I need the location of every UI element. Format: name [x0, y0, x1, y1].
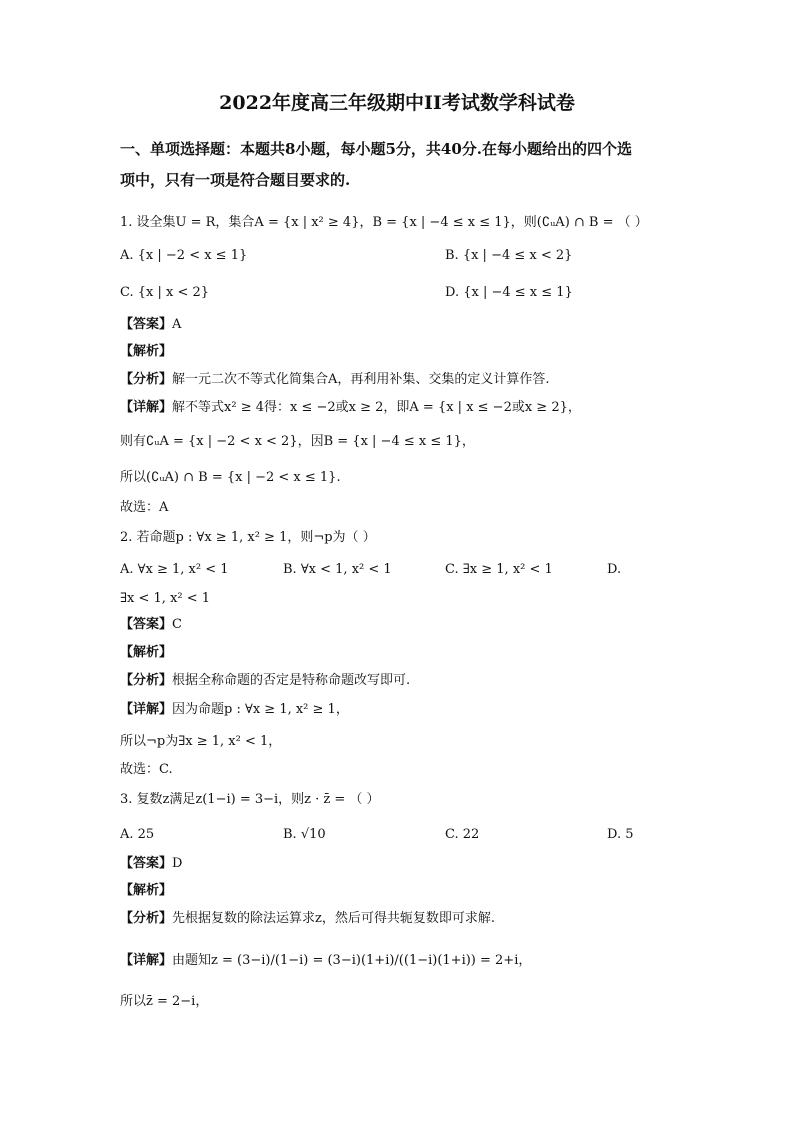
- q1-option-c: C. {x | x < 2}: [120, 285, 210, 300]
- detail-label: 【详解】: [120, 702, 173, 717]
- page-title: 2022年度高三年级期中II考试数学科试卷: [219, 92, 575, 114]
- detail-label: 【详解】: [120, 953, 173, 968]
- q1-jiexi-label: 【解析】: [120, 344, 173, 359]
- analysis-text: 先根据复数的除法运算求z，然后可得共轭复数即可求解.: [172, 911, 495, 926]
- section-heading-line2: 项中，只有一项是符合题目要求的.: [120, 171, 351, 189]
- q2-option-a: A. ∀x ≥ 1, x² < 1: [120, 562, 229, 577]
- q2-option-b: B. ∀x < 1, x² < 1: [283, 562, 392, 577]
- q3-jiexi-label: 【解析】: [120, 883, 173, 898]
- section-heading-line1: 一、单项选择题：本题共8小题，每小题5分，共40分.在每小题给出的四个选: [120, 140, 632, 158]
- q2-option-d-text: ∃x < 1, x² < 1: [120, 591, 211, 606]
- answer-label: 【答案】: [120, 617, 173, 632]
- answer-label: 【答案】: [120, 856, 173, 871]
- q3-analysis: [120, 910, 495, 928]
- analysis-label: 【分析】: [120, 673, 173, 688]
- q1-detail-3: 所以(∁ᵤA) ∩ B = {x | −2 < x ≤ 1}.: [120, 470, 341, 485]
- detail-label: 【详解】: [120, 400, 173, 415]
- q3-option-a: A. 25: [120, 827, 155, 842]
- q1-option-a: A. {x | −2 < x ≤ 1}: [120, 248, 248, 263]
- q1-option-d: D. {x | −4 ≤ x ≤ 1}: [445, 285, 573, 300]
- q2-answer: [120, 616, 182, 634]
- answer-value: A: [172, 317, 182, 332]
- detail-text: 解不等式x² ≥ 4得：x ≤ −2或x ≥ 2，即A = {x | x ≤ −2或x ≥ 2}，: [172, 400, 581, 415]
- q3-option-c: C. 22: [445, 827, 480, 842]
- q2-stem: 2. 若命题p : ∀x ≥ 1, x² ≥ 1，则¬p为（ ）: [120, 530, 376, 545]
- q1-answer: [120, 316, 181, 334]
- q1-stem: 1. 设全集U = R，集合A = {x | x² ≥ 4}，B = {x | −4 ≤ x ≤ 1}，则(∁ᵤA) ∩ B = （ ）: [120, 215, 648, 230]
- q3-option-b: B. √10: [283, 827, 326, 842]
- q2-jiexi-label: 【解析】: [120, 645, 173, 660]
- q2-choose: 故选：C.: [120, 762, 173, 777]
- q3-stem: 3. 复数z满足z(1−i) = 3−i，则z · z̄ = （ ）: [120, 792, 380, 807]
- answer-value: C: [172, 617, 182, 632]
- q2-option-c: C. ∃x ≥ 1, x² < 1: [445, 562, 553, 577]
- q1-choose: 故选：A: [120, 500, 169, 515]
- analysis-label: 【分析】: [120, 911, 173, 926]
- q2-analysis: [120, 672, 410, 690]
- analysis-text: 根据全称命题的否定是特称命题改写即可.: [172, 673, 411, 688]
- answer-label: 【答案】: [120, 317, 173, 332]
- q3-option-d: D. 5: [607, 827, 634, 842]
- analysis-text: 解一元二次不等式化简集合A，再利用补集、交集的定义计算作答.: [172, 372, 550, 387]
- q1-option-b: B. {x | −4 ≤ x < 2}: [445, 248, 573, 263]
- q1-detail-2: 则有∁ᵤA = {x | −2 < x < 2}，因B = {x | −4 ≤ x ≤ 1}，: [120, 434, 475, 449]
- analysis-label: 【分析】: [120, 372, 173, 387]
- q2-detail-1: [120, 701, 349, 719]
- q2-detail-2: 所以¬p为∃x ≥ 1, x² < 1，: [120, 734, 282, 749]
- q3-detail-1: [120, 952, 531, 970]
- q1-detail-1: [120, 399, 581, 417]
- q3-answer: [120, 855, 182, 873]
- detail-text: 因为命题p : ∀x ≥ 1, x² ≥ 1，: [172, 702, 349, 717]
- detail-text: 由题知z = (3−i)/(1−i) = (3−i)(1+i)/((1−i)(1+i)) = 2+i，: [172, 953, 532, 968]
- q1-analysis: [120, 371, 550, 389]
- q2-option-d: D.: [607, 562, 622, 577]
- q3-detail-2: 所以z̄ = 2−i，: [120, 994, 209, 1009]
- answer-value: D: [172, 856, 183, 871]
